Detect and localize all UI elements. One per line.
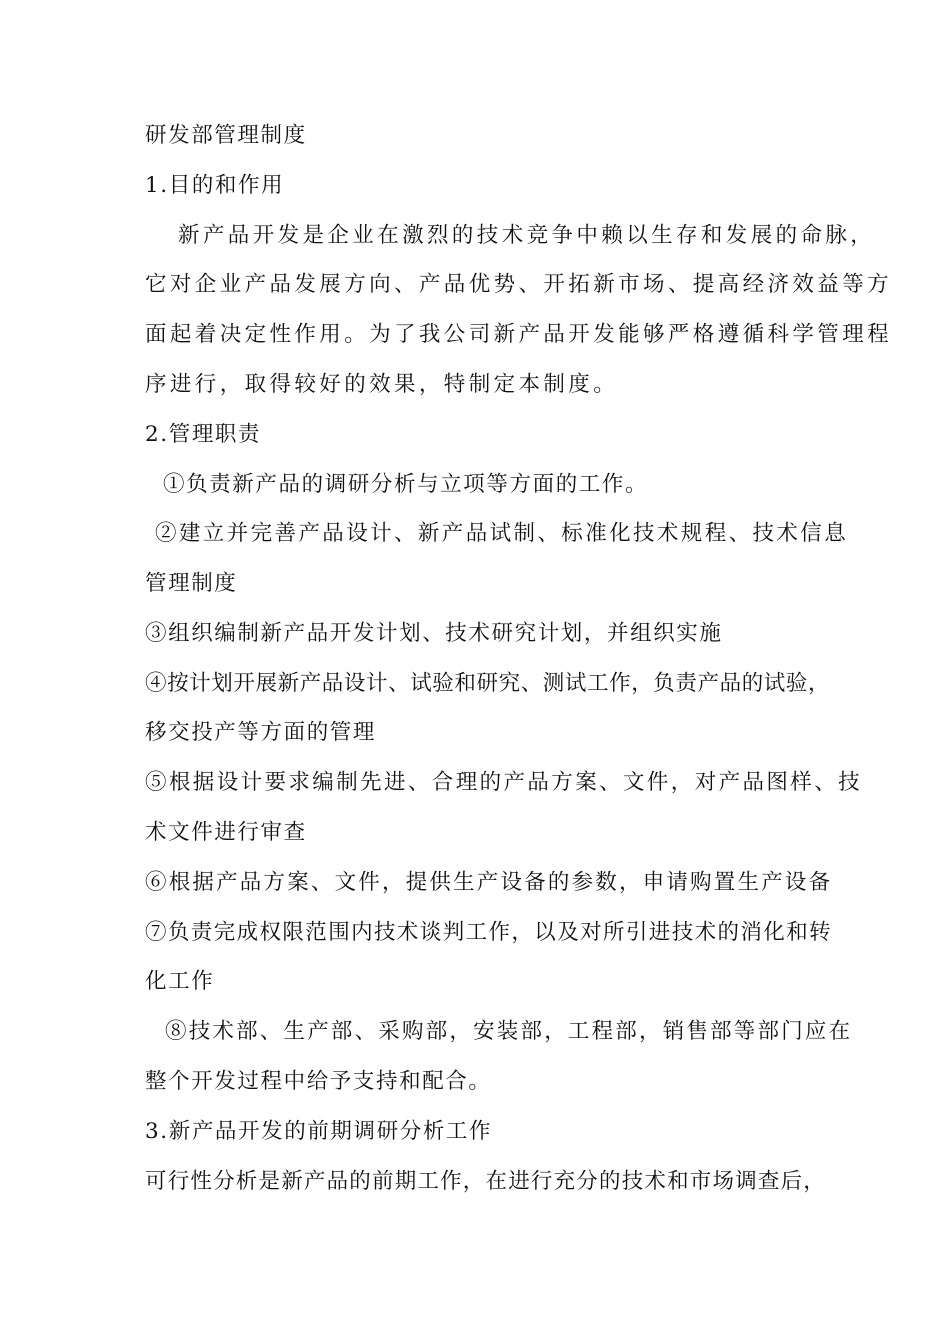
paragraph-line: 它对企业产品发展方向、产品优势、开拓新市场、提高经济效益等方 <box>145 272 893 297</box>
list-item-continuation: 化工作 <box>145 969 215 994</box>
list-item: ⑧技术部、生产部、采购部，安装部，工程部，销售部等部门应在 <box>165 1019 853 1044</box>
paragraph-line: 序进行，取得较好的效果，特制定本制度。 <box>145 372 619 397</box>
list-item: ⑥根据产品方案、文件，提供生产设备的参数，申请购置生产设备 <box>145 870 833 895</box>
list-item-continuation: 移交投产等方面的管理 <box>145 720 377 745</box>
list-item-continuation: 整个开发过程中给予支持和配合。 <box>145 1069 492 1094</box>
list-item: ③组织编制新产品开发计划、技术研究计划，并组织实施 <box>145 621 723 646</box>
paragraph-line: 可行性分析是新产品的前期工作，在进行充分的技术和市场调查后， <box>145 1169 827 1194</box>
section-heading-purpose: 1.目的和作用 <box>145 173 285 198</box>
list-item: ②建立并完善产品设计、新产品试制、标准化技术规程、技术信息 <box>155 521 849 546</box>
list-item-continuation: 管理制度 <box>145 571 238 596</box>
list-item: ⑦负责完成权限范围内技术谈判工作，以及对所引进技术的消化和转 <box>145 920 833 945</box>
paragraph-line: 新产品开发是企业在激烈的技术竞争中赖以生存和发展的命脉， <box>178 223 876 248</box>
section-heading-research: 3.新产品开发的前期调研分析工作 <box>145 1119 493 1144</box>
list-item: ⑤根据设计要求编制先进、合理的产品方案、文件，对产品图样、技 <box>145 770 863 795</box>
list-item: ④按计划开展新产品设计、试验和研究、测试工作，负责产品的试验， <box>145 671 831 696</box>
section-heading-responsibilities: 2.管理职责 <box>145 422 262 447</box>
document-title: 研发部管理制度 <box>145 123 307 148</box>
list-item: ①负责新产品的调研分析与立项等方面的工作。 <box>163 472 649 497</box>
paragraph-line: 面起着决定性作用。为了我公司新产品开发能够严格遵循科学管理程 <box>145 322 893 347</box>
list-item-continuation: 术文件进行审查 <box>145 820 307 845</box>
